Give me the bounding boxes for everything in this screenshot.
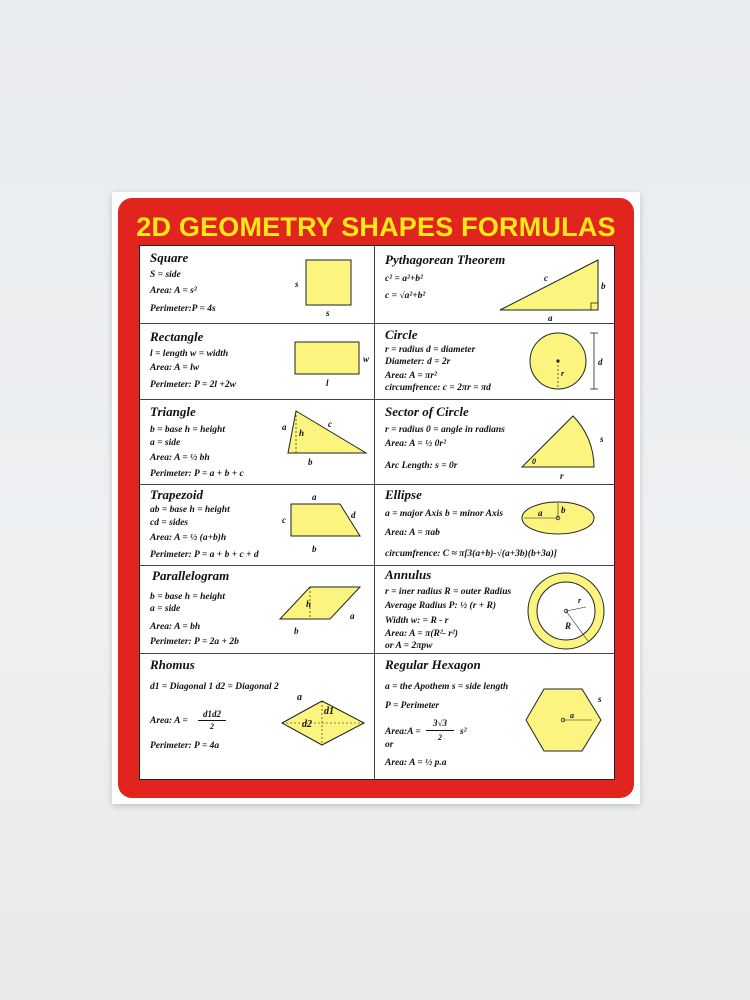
- hexagon-cell: [376, 655, 614, 779]
- grid-divider: [140, 399, 614, 400]
- annulus-R-label: R: [565, 621, 572, 631]
- ellipse-cell: [376, 486, 614, 565]
- trapezoid-formula: Area: A = ½ (a+b)h: [150, 533, 227, 543]
- circle-r-label: r: [561, 369, 565, 378]
- sector-formula: Area: A = ½ 0r²: [385, 439, 446, 449]
- rectangle-title: Rectangle: [150, 329, 204, 344]
- trapezoid-b-label: b: [312, 544, 317, 554]
- triangle-diagram: [280, 405, 374, 471]
- ellipse-title: Ellipse: [385, 487, 422, 502]
- square-formula: S = side: [150, 270, 181, 280]
- rectangle-w-label: w: [363, 354, 370, 364]
- parallelogram-formula: a = side: [150, 604, 181, 614]
- hexagon-s-label: s: [598, 694, 602, 704]
- pythagorean-c-label: c: [544, 273, 548, 283]
- pythagorean-a-label: a: [548, 313, 553, 323]
- ellipse-formula: Area: A = πab: [385, 528, 440, 538]
- hexagon-formula: P = Perimeter: [385, 701, 440, 711]
- rhombus-frac-denominator: 2: [210, 722, 214, 731]
- triangle-a-label: a: [282, 422, 287, 432]
- annulus-formula: Area: A = π(R²- r²): [385, 629, 458, 639]
- rectangle-formula: Perimeter: P = 2l +2w: [150, 380, 236, 390]
- trapezoid-shape: [291, 504, 360, 536]
- rhombus-formula: Perimeter: P = 4a: [150, 741, 220, 751]
- circle-formula: circumfrence: c = 2πr = πd: [385, 383, 491, 393]
- square-bottom-label: s: [326, 308, 330, 318]
- hexagon-frac-denominator: 2: [438, 733, 442, 742]
- annulus-cell: [376, 567, 614, 653]
- pythagorean-formula: c = √a²+b²: [385, 291, 426, 301]
- square-side-label: s: [295, 279, 299, 289]
- parallelogram-b-label: b: [294, 626, 299, 636]
- annulus-title: Annulus: [385, 567, 432, 582]
- poster-title: 2D GEOMETRY SHAPES FORMULAS: [136, 212, 616, 242]
- square-diagram: [290, 256, 360, 318]
- sector-formula: r = radius 0 = angle in radians: [385, 425, 505, 435]
- pythagorean-b-label: b: [601, 281, 606, 291]
- parallelogram-title: Parallelogram: [152, 568, 230, 583]
- hexagon-formula: Area: A = ½ p.a: [385, 758, 447, 768]
- ellipse-b-label: b: [561, 505, 566, 515]
- sector-r-label: r: [560, 471, 564, 481]
- circle-formula: Diameter: d = 2r: [385, 357, 451, 367]
- rhombus-d1-label: d1: [324, 706, 334, 717]
- sector-cell: [376, 401, 614, 484]
- rectangle-diagram: [290, 337, 374, 397]
- triangle-cell: [140, 401, 374, 484]
- hexagon-formula: Area:A =: [385, 727, 421, 737]
- circle-cell: [376, 325, 614, 399]
- circle-diagram: [528, 331, 610, 397]
- hexagon-diagram: [526, 687, 610, 753]
- trapezoid-d-label: d: [351, 510, 356, 520]
- annulus-r-label: r: [578, 596, 582, 605]
- annulus-formula: Width w: = R - r: [385, 616, 449, 626]
- triangle-c-label: c: [328, 419, 332, 429]
- triangle-h-label: h: [299, 428, 305, 438]
- parallelogram-a-label: a: [350, 611, 355, 621]
- hexagon-title: Regular Hexagon: [385, 657, 481, 672]
- triangle-formula: a = side: [150, 438, 181, 448]
- trapezoid-diagram: [278, 490, 372, 556]
- sector-title: Sector of Circle: [385, 404, 469, 419]
- annulus-formula: Average Radius P: ½ (r + R): [385, 601, 497, 611]
- ellipse-formula: circumfrence: C ≈ π[3(a+b)-√(a+3b)(b+3a)]: [385, 549, 557, 559]
- hexagon-frac-bar: [426, 730, 454, 731]
- rectangle-shape: [295, 342, 359, 374]
- ellipse-a-label: a: [538, 508, 543, 518]
- rhombus-title: Rhomus: [150, 657, 195, 672]
- rhombus-formula: d1 = Diagonal 1 d2 = Diagonal 2: [150, 682, 279, 692]
- rhombus-d2-label: d2: [302, 719, 312, 730]
- trapezoid-cell: [140, 486, 374, 565]
- trapezoid-formula: Perimeter: P = a + b + c + d: [150, 550, 259, 560]
- hexagon-a-label: a: [570, 711, 574, 720]
- circle-formula: r = radius d = diameter: [385, 345, 476, 355]
- grid-divider: [140, 565, 614, 566]
- annulus-formula: r = iner radius R = outer Radius: [385, 587, 512, 597]
- formula-grid: [139, 245, 615, 780]
- rectangle-l-label: l: [326, 378, 329, 388]
- sector-angle-label: 0: [532, 457, 536, 466]
- rectangle-cell: [140, 325, 374, 399]
- ellipse-formula: a = major Axis b = minor Axis: [385, 509, 504, 519]
- right-triangle-shape: [500, 260, 598, 310]
- parallelogram-formula: Area: A = bh: [150, 622, 201, 632]
- triangle-formula: Perimeter: P = a + b + c: [150, 469, 244, 479]
- grid-divider: [140, 484, 614, 485]
- poster-frame: [118, 198, 634, 798]
- trapezoid-a-label: a: [312, 492, 317, 502]
- rhombus-formula: Area: A =: [150, 716, 188, 726]
- rectangle-formula: l = length w = width: [150, 349, 229, 359]
- parallelogram-formula: Perimeter: P = 2a + 2b: [150, 637, 239, 647]
- square-shape: [306, 260, 351, 305]
- grid-divider: [140, 653, 614, 654]
- grid-divider-vertical: [374, 246, 375, 779]
- triangle-title: Triangle: [150, 404, 196, 419]
- annulus-diagram: [526, 571, 610, 651]
- hexagon-formula: a = the Apothem s = side length: [385, 682, 509, 692]
- triangle-formula: b = base h = height: [150, 425, 225, 435]
- square-formula: Area: A = s²: [150, 286, 197, 296]
- trapezoid-formula: cd = sides: [150, 518, 189, 528]
- parallelogram-h-label: h: [306, 599, 312, 609]
- triangle-b-label: b: [308, 457, 313, 467]
- sector-s-label: s: [600, 434, 604, 444]
- trapezoid-c-label: c: [282, 515, 286, 525]
- rhombus-cell: [140, 655, 374, 779]
- rhombus-diagram: [280, 692, 374, 755]
- trapezoid-formula: ab = base h = height: [150, 505, 230, 515]
- grid-divider: [140, 323, 614, 324]
- parallelogram-formula: b = base h = height: [150, 592, 225, 602]
- square-cell: [140, 246, 374, 323]
- sector-formula: Arc Length: s = 0r: [385, 461, 458, 471]
- square-formula: Perimeter:P = 4s: [150, 304, 216, 314]
- pythagorean-title: Pythagorean Theorem: [385, 252, 506, 267]
- annulus-formula: or A = 2πpw: [385, 641, 433, 651]
- parallelogram-cell: [140, 567, 374, 653]
- circle-d-label: d: [598, 357, 603, 367]
- hexagon-formula-tail: s²: [460, 727, 467, 737]
- hexagon-formula: or: [385, 740, 394, 750]
- parallelogram-shape: [280, 587, 360, 619]
- parallelogram-diagram: [280, 579, 374, 641]
- rhombus-a-label: a: [297, 692, 302, 703]
- ellipse-diagram: [522, 500, 608, 538]
- triangle-formula: Area: A = ½ bh: [150, 453, 210, 463]
- circle-formula: Area: A = πr²: [385, 371, 437, 381]
- rhombus-frac-numerator: d1d2: [203, 709, 221, 719]
- rectangle-formula: Area: A = lw: [150, 363, 200, 373]
- square-title: Square: [150, 250, 189, 265]
- hexagon-frac-numerator: 3√3: [433, 718, 447, 728]
- circle-title: Circle: [385, 327, 418, 342]
- pythagorean-diagram: [496, 256, 608, 322]
- trapezoid-title: Trapezoid: [150, 487, 203, 502]
- pythagorean-formula: c² = a²+b²: [385, 274, 423, 284]
- sector-diagram: [514, 409, 610, 483]
- pythagorean-cell: [376, 246, 614, 323]
